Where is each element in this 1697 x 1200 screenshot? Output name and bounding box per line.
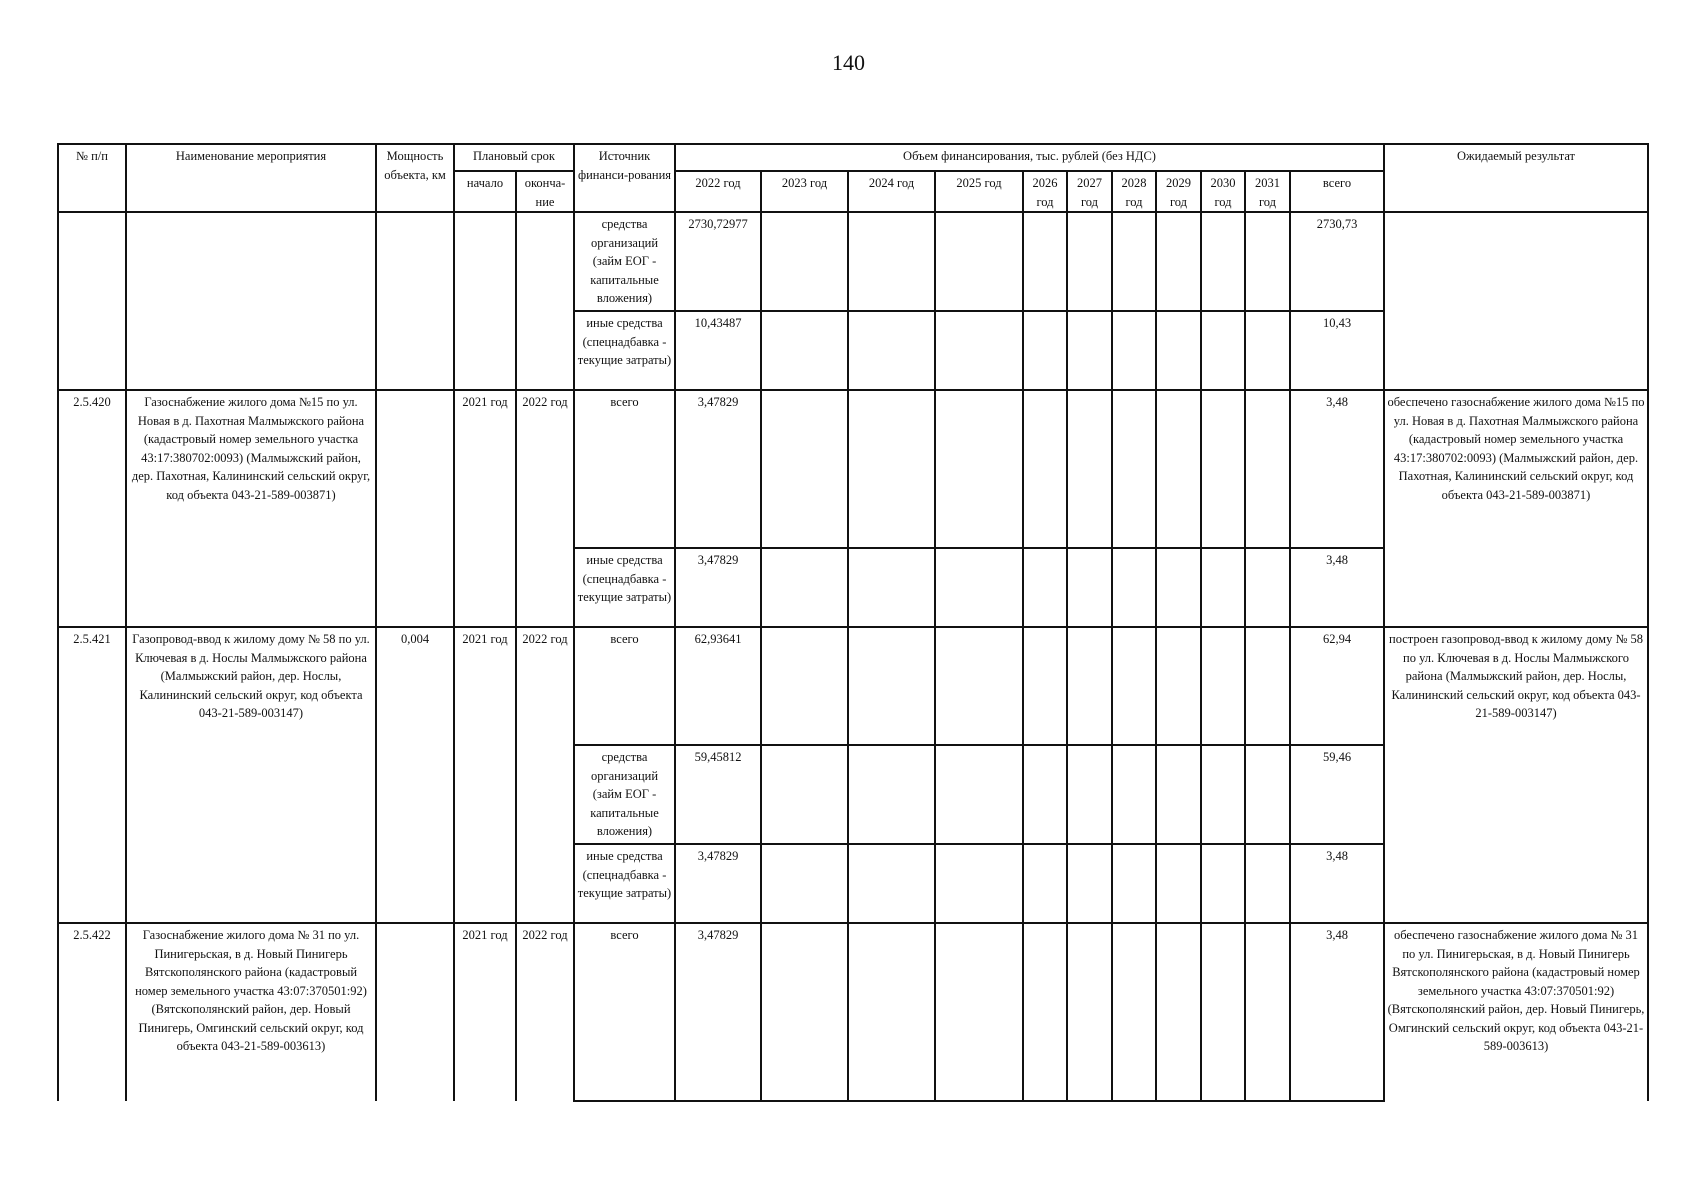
row-2022: 62,93641: [675, 627, 761, 745]
header-total: всего: [1290, 171, 1384, 212]
header-year-2027: 2027 год: [1067, 171, 1112, 212]
row-total: 62,94: [1290, 627, 1384, 745]
row-name: Газоснабжение жилого дома №15 по ул. Новая в д. Пахотная Малмыжского района (кадастровый номер земельного участка 43:17:380702:0093) (Малмыжский район, дер. Пахотная, Калининский сельский округ, код объекта 043-21-589-003871): [126, 390, 376, 627]
header-year-2026: 2026 год: [1023, 171, 1067, 212]
row-end: [516, 212, 574, 390]
header-year-2028: 2028 год: [1112, 171, 1156, 212]
row-2022: 10,43487: [675, 311, 761, 390]
header-num: № п/п: [58, 144, 126, 212]
row-source: всего: [574, 390, 675, 548]
row-result: обеспечено газоснабжение жилого дома № 31 по ул. Пинигерьская, в д. Новый Пинигерь Вятскополянского района (кадастровый номер земельного участка 43:07:370501:92) (Вятскополянский район, дер. Новый Пинигерь, Омгинский сельский округ, код объекта 043-21-589-003613): [1384, 923, 1648, 1101]
row-source: всего: [574, 627, 675, 745]
row-capacity: 0,004: [376, 627, 454, 923]
row-result: построен газопровод-ввод к жилому дому № 58 по ул. Ключевая в д. Ноcлы Малмыжского района (Малмыжский район, дер. Ноcлы, Калининский сельский округ, код объекта 043-21-589-003147): [1384, 627, 1648, 923]
row-source: средства организаций (займ ЕОГ - капитальные вложения): [574, 745, 675, 844]
header-year-2023: 2023 год: [761, 171, 848, 212]
row-num: 2.5.420: [58, 390, 126, 627]
row-end: 2022 год: [516, 627, 574, 923]
row-total: 3,48: [1290, 548, 1384, 627]
row-source: средства организаций (займ ЕОГ - капитальные вложения): [574, 212, 675, 311]
row-total: 59,46: [1290, 745, 1384, 844]
row-total: 3,48: [1290, 923, 1384, 1101]
row-start: [454, 212, 516, 390]
row-end: 2022 год: [516, 923, 574, 1101]
row-total: 10,43: [1290, 311, 1384, 390]
row-start: 2021 год: [454, 390, 516, 627]
row-start: 2021 год: [454, 627, 516, 923]
funding-table: [57, 143, 1649, 1102]
page-number: 140: [832, 50, 865, 75]
table-row: [58, 212, 1648, 311]
row-capacity: [376, 212, 454, 390]
table-row: [58, 627, 1648, 745]
header-year-2025: 2025 год: [935, 171, 1023, 212]
row-capacity: [376, 923, 454, 1101]
header-year-2022: 2022 год: [675, 171, 761, 212]
row-total: 3,48: [1290, 844, 1384, 923]
row-result: [1384, 212, 1648, 390]
header-planned-term: Плановый срок: [454, 144, 574, 171]
row-end: 2022 год: [516, 390, 574, 627]
row-name: [126, 212, 376, 390]
row-2022: 3,47829: [675, 923, 761, 1101]
header-capacity: Мощность объекта, км: [376, 144, 454, 212]
header-year-2030: 2030 год: [1201, 171, 1245, 212]
row-result: обеспечено газоснабжение жилого дома №15 по ул. Новая в д. Пахотная Малмыжского района (кадастровый номер земельного участка 43:17:380702:0093) (Малмыжский район, дер. Пахотная, Калининский сельский округ, код объекта 043-21-589-003871): [1384, 390, 1648, 627]
row-source: иные средства (спецнадбавка - текущие затраты): [574, 548, 675, 627]
row-2022: 2730,72977: [675, 212, 761, 311]
row-start: 2021 год: [454, 923, 516, 1101]
table-row: [58, 390, 1648, 548]
row-name: Газопровод-ввод к жилому дому № 58 по ул. Ключевая в д. Ноcлы Малмыжского района (Малмыжский район, дер. Ноcлы, Калининский сельский округ, код объекта 043-21-589-003147): [126, 627, 376, 923]
header-year-2029: 2029 год: [1156, 171, 1201, 212]
row-num: 2.5.421: [58, 627, 126, 923]
header-name: Наименование мероприятия: [126, 144, 376, 212]
header-source: Источник финанси-рования: [574, 144, 675, 212]
row-2022: 3,47829: [675, 548, 761, 627]
row-2022: 3,47829: [675, 390, 761, 548]
row-capacity: [376, 390, 454, 627]
row-2022: 3,47829: [675, 844, 761, 923]
row-source: всего: [574, 923, 675, 1101]
row-num: 2.5.422: [58, 923, 126, 1101]
header-end: оконча-ние: [516, 171, 574, 212]
header-year-2031: 2031 год: [1245, 171, 1290, 212]
header-start: начало: [454, 171, 516, 212]
row-2022: 59,45812: [675, 745, 761, 844]
row-total: 2730,73: [1290, 212, 1384, 311]
table-row: [58, 923, 1648, 1101]
row-total: 3,48: [1290, 390, 1384, 548]
header-result: Ожидаемый результат: [1384, 144, 1648, 212]
row-num: [58, 212, 126, 390]
row-name: Газоснабжение жилого дома № 31 по ул. Пинигерьская, в д. Новый Пинигерь Вятскополянского района (кадастровый номер земельного участка 43:07:370501:92) (Вятскополянский район, дер. Новый Пинигерь, Омгинский сельский округ, код объекта 043-21-589-003613): [126, 923, 376, 1101]
header-year-2024: 2024 год: [848, 171, 935, 212]
row-source: иные средства (спецнадбавка - текущие затраты): [574, 844, 675, 923]
row-source: иные средства (спецнадбавка - текущие затраты): [574, 311, 675, 390]
header-funding: Объем финансирования, тыс. рублей (без НДС): [675, 144, 1384, 171]
